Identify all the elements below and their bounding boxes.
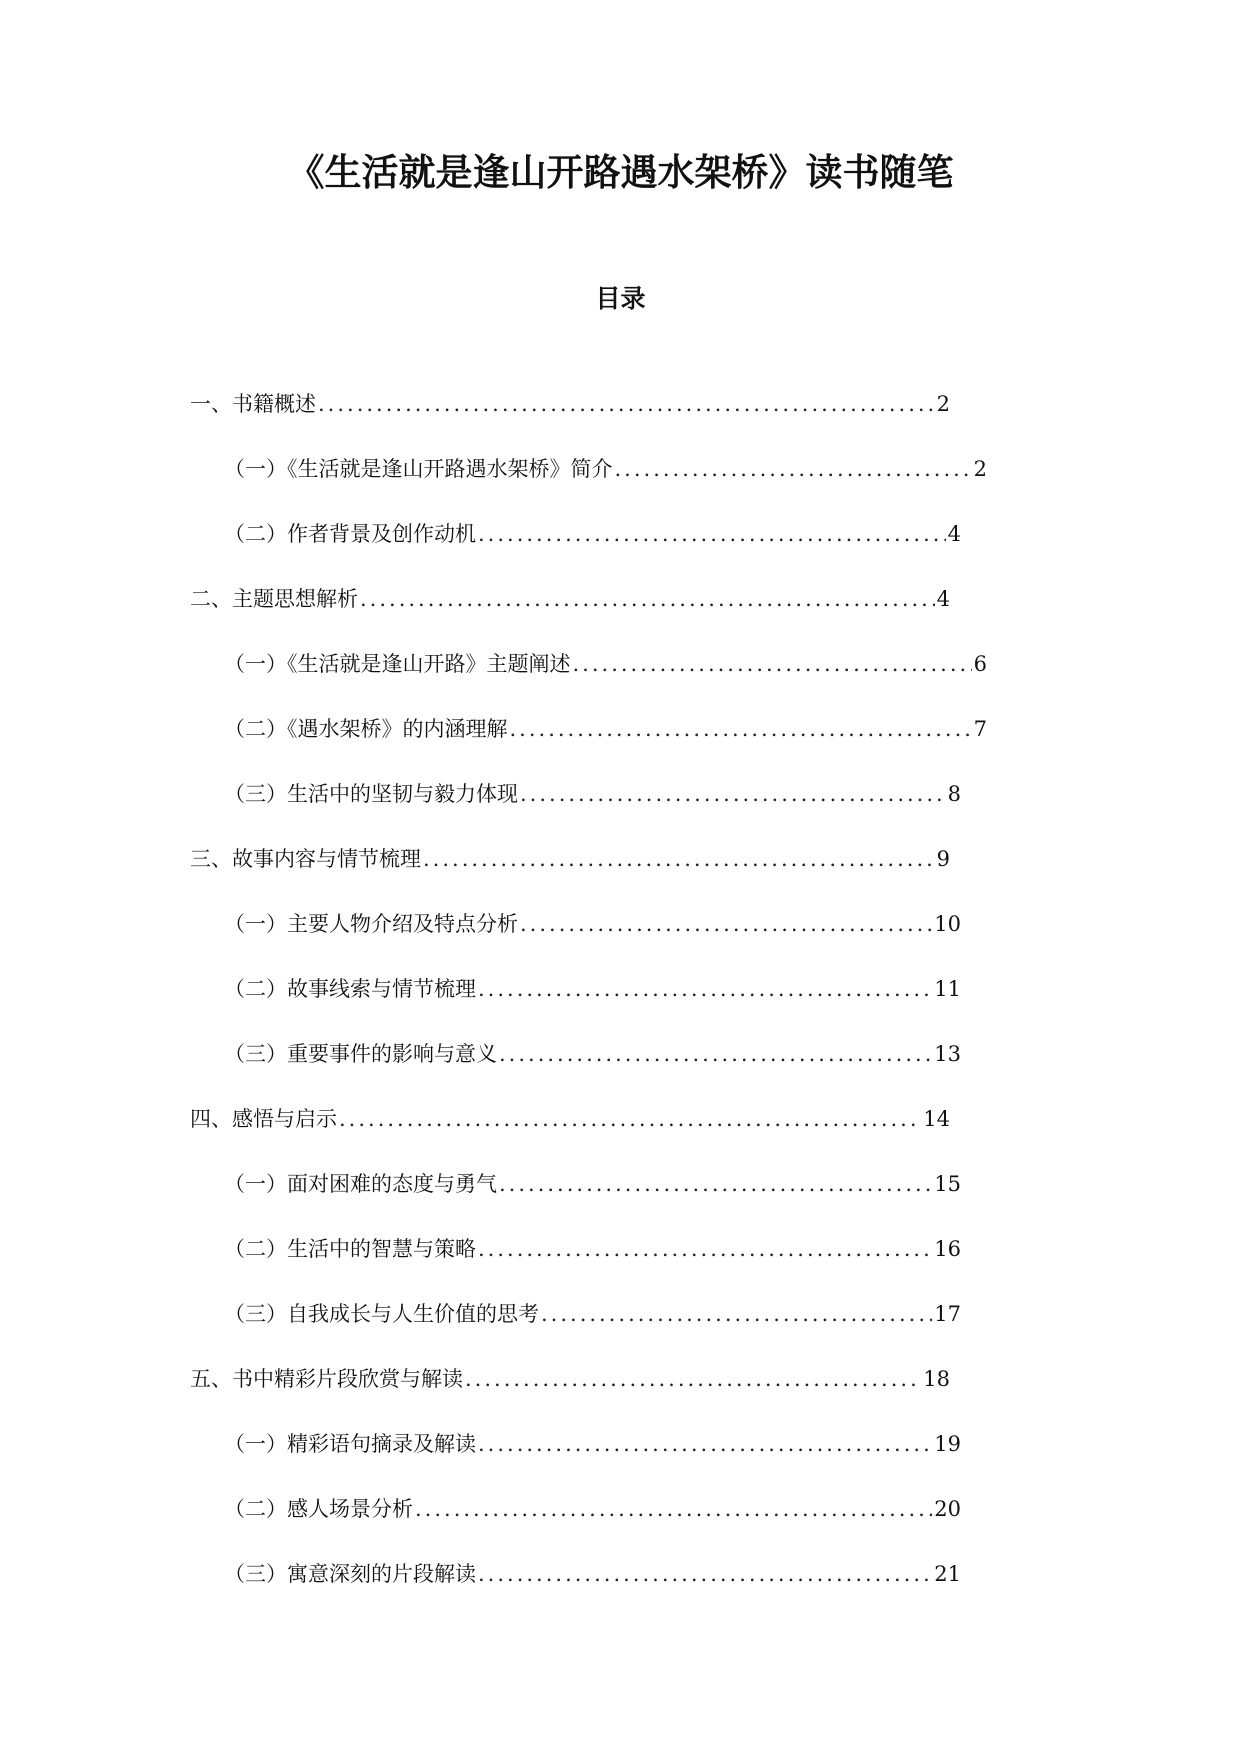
toc-page-number: 10 [934, 912, 961, 936]
toc-entry-1-1[interactable] [224, 453, 987, 485]
toc-page-number: 11 [934, 977, 961, 1001]
toc-entry-label: （一）《生活就是逢山开路》主题阐述 [224, 652, 571, 676]
toc-page-number: 21 [934, 1562, 961, 1586]
toc-dot-leader [478, 1558, 932, 1590]
toc-page-number: 20 [934, 1497, 961, 1521]
toc-entry-label: （二）作者背景及创作动机 [224, 522, 476, 546]
toc-dot-leader [573, 648, 972, 680]
toc-entry-4-1[interactable] [224, 1168, 961, 1200]
toc-page-number: 14 [923, 1107, 950, 1131]
toc-dot-leader [615, 453, 972, 485]
toc-dot-leader [339, 1103, 921, 1135]
toc-dot-leader [541, 1298, 932, 1330]
toc-entry-4-3[interactable] [224, 1298, 961, 1330]
toc-entry-3[interactable] [190, 843, 950, 875]
toc-entry-label: （二）《遇水架桥》的内涵理解 [224, 717, 508, 741]
toc-page-number: 2 [936, 392, 950, 416]
toc-entry-5-2[interactable] [224, 1493, 961, 1525]
toc-entry-5-1[interactable] [224, 1428, 961, 1460]
toc-entry-5[interactable] [190, 1363, 950, 1395]
toc-entry-2-3[interactable] [224, 778, 961, 810]
toc-dot-leader [510, 713, 972, 745]
toc-entry-label: （二）感人场景分析 [224, 1497, 413, 1521]
toc-entry-label: （三）自我成长与人生价值的思考 [224, 1302, 539, 1326]
toc-entry-label: （二）生活中的智慧与策略 [224, 1237, 476, 1261]
toc-entry-label: （一）《生活就是逢山开路遇水架桥》简介 [224, 457, 613, 481]
toc-dot-leader [478, 1428, 932, 1460]
toc-entry-label: （一）主要人物介绍及特点分析 [224, 912, 518, 936]
toc-page-number: 8 [947, 782, 961, 806]
toc-dot-leader [465, 1363, 921, 1395]
toc-dot-leader [499, 1168, 932, 1200]
toc-dot-leader [318, 388, 935, 420]
toc-entry-4[interactable] [190, 1103, 950, 1135]
toc-entry-label: （三）重要事件的影响与意义 [224, 1042, 497, 1066]
toc-entry-label: 四、感悟与启示 [190, 1107, 337, 1131]
toc-page-number: 17 [934, 1302, 961, 1326]
toc-entry-label: 三、故事内容与情节梳理 [190, 847, 421, 871]
toc-entry-3-3[interactable] [224, 1038, 961, 1070]
toc-page-number: 13 [934, 1042, 961, 1066]
toc-entry-label: （二）故事线索与情节梳理 [224, 977, 476, 1001]
toc-entry-3-1[interactable] [224, 908, 961, 940]
toc-dot-leader [478, 973, 932, 1005]
toc-dot-leader [478, 1233, 932, 1265]
toc-entry-2-1[interactable] [224, 648, 987, 680]
toc-entry-2[interactable] [190, 583, 950, 615]
toc-page-number: 18 [923, 1367, 950, 1391]
toc-entry-label: （三）生活中的坚韧与毅力体现 [224, 782, 518, 806]
toc-entry-1[interactable] [190, 388, 950, 420]
toc-page-number: 6 [973, 652, 987, 676]
toc-page-number: 4 [947, 522, 961, 546]
document-title: 《生活就是逢山开路遇水架桥》读书随笔 [287, 151, 954, 194]
toc-page-number: 19 [934, 1432, 961, 1456]
toc-entry-3-2[interactable] [224, 973, 961, 1005]
toc-entry-1-2[interactable] [224, 518, 961, 550]
toc-dot-leader [360, 583, 935, 615]
toc-entry-label: 二、主题思想解析 [190, 587, 358, 611]
toc-page-number: 4 [936, 587, 950, 611]
toc-heading: 目录 [595, 284, 646, 313]
toc-entry-label: （一）面对困难的态度与勇气 [224, 1172, 497, 1196]
toc-page-number: 2 [973, 457, 987, 481]
toc-entry-4-2[interactable] [224, 1233, 961, 1265]
toc-entry-label: （三）寓意深刻的片段解读 [224, 1562, 476, 1586]
toc-page-number: 16 [934, 1237, 961, 1261]
toc-page-number: 7 [973, 717, 987, 741]
toc-entry-label: （一）精彩语句摘录及解读 [224, 1432, 476, 1456]
toc-dot-leader [415, 1493, 932, 1525]
toc-dot-leader [478, 518, 946, 550]
toc-entry-label: 五、书中精彩片段欣赏与解读 [190, 1367, 463, 1391]
toc-entry-label: 一、书籍概述 [190, 392, 316, 416]
toc-page-number: 15 [934, 1172, 961, 1196]
toc-entry-2-2[interactable] [224, 713, 987, 745]
toc-dot-leader [423, 843, 935, 875]
toc-dot-leader [520, 778, 946, 810]
toc-dot-leader [499, 1038, 932, 1070]
toc-entry-5-3[interactable] [224, 1558, 961, 1590]
toc-page-number: 9 [936, 847, 950, 871]
toc-dot-leader [520, 908, 932, 940]
